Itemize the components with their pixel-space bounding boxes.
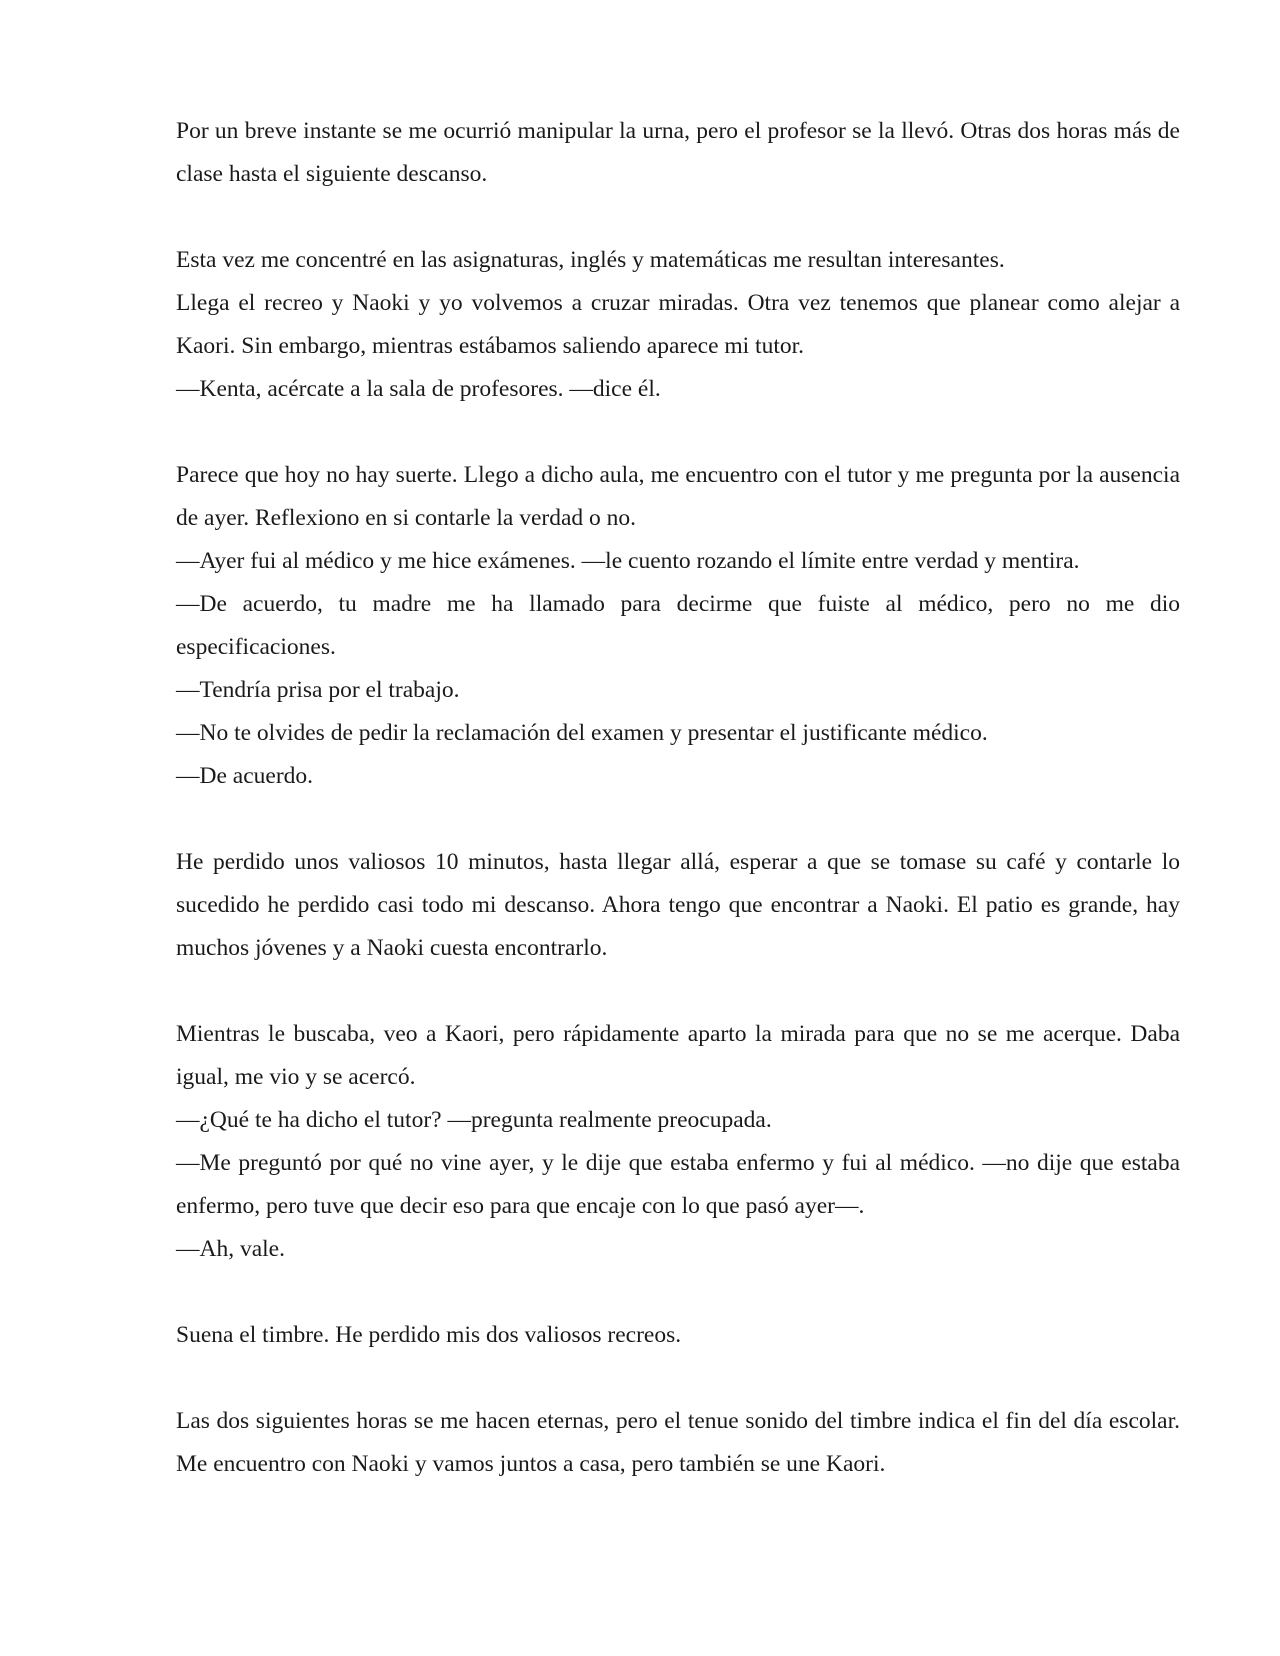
paragraph: He perdido unos valiosos 10 minutos, hasta llegar allá, esperar a que se tomase su café y contarle lo sucedido he perdido casi todo mi descanso. Ahora tengo que encontrar a Naoki. El patio es grande, hay muchos jóvenes y a Naoki cuesta encontrarlo.: [176, 849, 1180, 961]
dialogue-line: —Me preguntó por qué no vine ayer, y le dije que estaba enfermo y fui al médico. —no dije que estaba enfermo, pero tuve que decir eso para que encaje con lo que pasó ayer—.: [176, 1150, 1180, 1219]
paragraph-spacer: [176, 1357, 1180, 1400]
paragraph-spacer: [176, 970, 1180, 1013]
paragraph: Parece que hoy no hay suerte. Llego a dicho aula, me encuentro con el tutor y me pregunta por la ausencia de ayer. Reflexiono en si contarle la verdad o no.: [176, 462, 1180, 531]
dialogue-line: —De acuerdo.: [176, 763, 314, 789]
paragraph: Por un breve instante se me ocurrió manipular la urna, pero el profesor se la llevó. Otras dos horas más de clase hasta el siguiente descanso.: [176, 118, 1180, 187]
dialogue-line: —Ah, vale.: [176, 1236, 285, 1262]
paragraph: Suena el timbre. He perdido mis dos valiosos recreos.: [176, 1322, 682, 1348]
paragraph: Las dos siguientes horas se me hacen eternas, pero el tenue sonido del timbre indica el fin del día escolar. Me encuentro con Naoki y vamos juntos a casa, pero también se une Kaori.: [176, 1408, 1180, 1477]
paragraph-spacer: [176, 196, 1180, 239]
dialogue-line: —Tendría prisa por el trabajo.: [176, 677, 460, 703]
dialogue-line: —Ayer fui al médico y me hice exámenes. —le cuento rozando el límite entre verdad y mentira.: [176, 548, 1080, 574]
paragraph: Mientras le buscaba, veo a Kaori, pero rápidamente aparto la mirada para que no se me acerque. Daba igual, me vio y se acercó.: [176, 1021, 1180, 1090]
dialogue-line: —De acuerdo, tu madre me ha llamado para decirme que fuiste al médico, pero no me dio especificaciones.: [176, 591, 1180, 660]
paragraph: Llega el recreo y Naoki y yo volvemos a cruzar miradas. Otra vez tenemos que planear como alejar a Kaori. Sin embargo, mientras estábamos saliendo aparece mi tutor.: [176, 290, 1180, 359]
paragraph: Esta vez me concentré en las asignaturas, inglés y matemáticas me resultan interesantes.: [176, 247, 1005, 273]
dialogue-line: —No te olvides de pedir la reclamación del examen y presentar el justificante médico.: [176, 720, 988, 746]
paragraph-spacer: [176, 411, 1180, 454]
dialogue-line: —¿Qué te ha dicho el tutor? —pregunta realmente preocupada.: [176, 1107, 772, 1133]
dialogue-line: —Kenta, acércate a la sala de profesores. —dice él.: [176, 376, 661, 402]
paragraph-spacer: [176, 1271, 1180, 1314]
paragraph-spacer: [176, 798, 1180, 841]
document-body: [176, 110, 1180, 1486]
